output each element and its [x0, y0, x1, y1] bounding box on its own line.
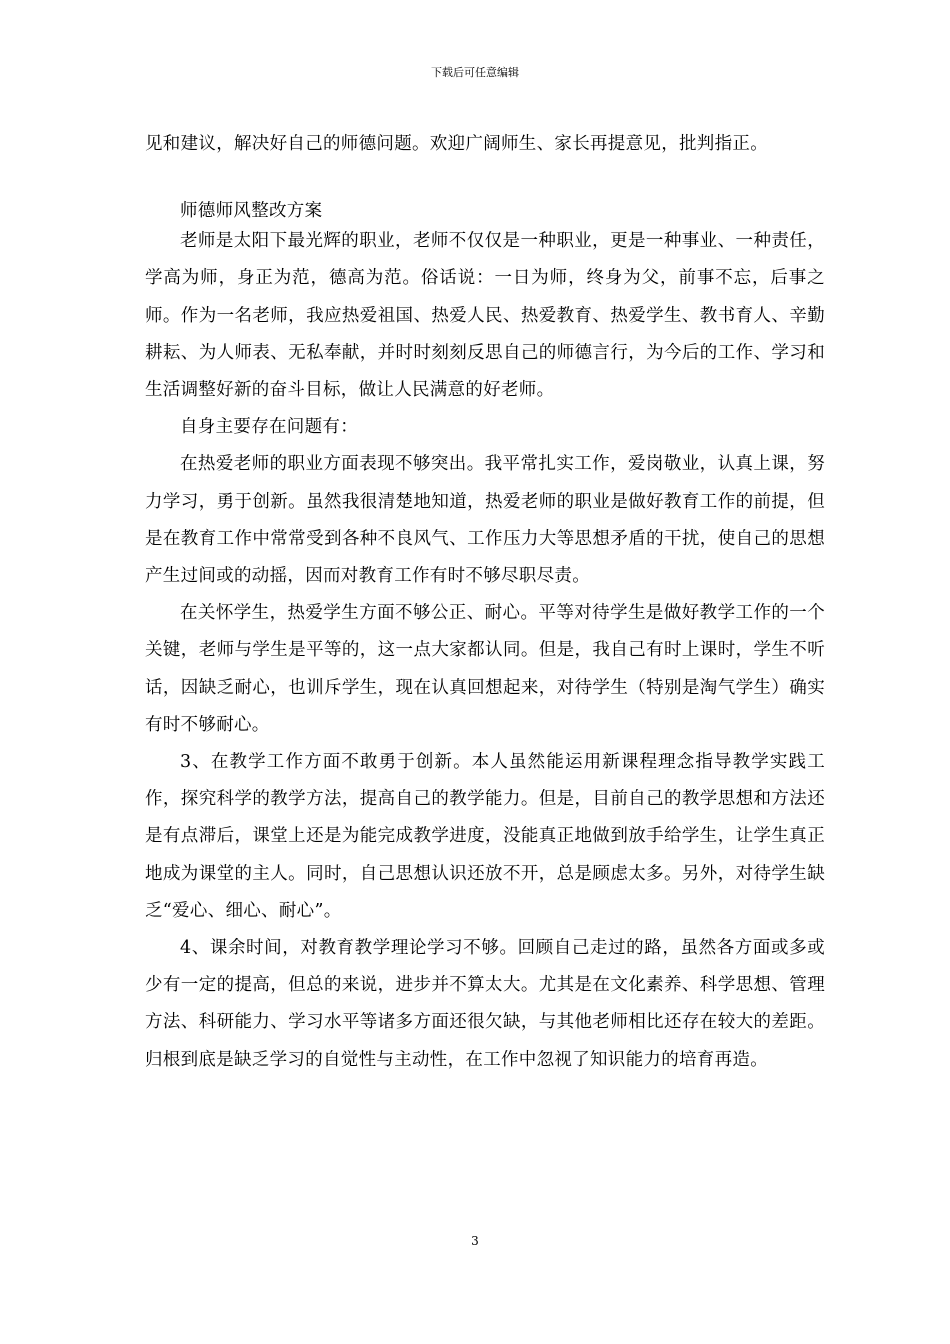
paragraph-intro: 老师是太阳下最光辉的职业，老师不仅仅是一种职业，更是一种事业、一种责任，学高为师，身正为范，德高为范。俗话说：一日为师，终身为父，前事不忘，后事之师。作为一名老师，我应热爱祖国、热爱人民、热爱教育、热爱学生、教书育人、辛勤耕耘、为人师表、无私奉献，并时时刻刻反思自己的师德言行，为今后的工作、学习和生活调整好新的奋斗目标，做让人民满意的好老师。 [145, 231, 825, 401]
paragraph-problem-1: 在热爱老师的职业方面表现不够突出。我平常扎实工作，爱岗敬业，认真上课，努力学习，勇于创新。虽然我很清楚地知道，热爱老师的职业是做好教育工作的前提，但是在教育工作中常常受到各种不良风气、工作压力大等思想矛盾的干扰，使自己的思想产生过间或的动摇，因而对教育工作有时不够尽职尽责。 [145, 454, 825, 587]
section-title: 师德师风整改方案 [180, 201, 323, 222]
document-body [145, 126, 825, 1079]
page-header: 下载后可任意编辑 [431, 66, 519, 79]
paragraph-problem-4: 4、课余时间，对教育教学理论学习不够。回顾自己走过的路，虽然各方面或多或少有一定的提高，但总的来说，进步并不算太大。尤其是在文化素养、科学思想、管理方法、科研能力、学习水平等诸多方面还很欠缺，与其他老师相比还存在较大的差距。归根到底是缺乏学习的自觉性与主动性，在工作中忽视了知识能力的培育再造。 [145, 938, 825, 1070]
paragraph-problem-2: 在关怀学生，热爱学生方面不够公正、耐心。平等对待学生是做好教学工作的一个关键，老师与学生是平等的，这一点大家都认同。但是，我自己有时上课时，学生不听话，因缺乏耐心，也训斥学生，现在认真回想起来，对待学生（特别是淘气学生）确实有时不够耐心。 [145, 603, 825, 735]
paragraph-problem-3: 3、在教学工作方面不敢勇于创新。本人虽然能运用新课程理念指导教学实践工作，探究科学的教学方法，提高自己的教学能力。但是，目前自己的教学思想和方法还是有点滞后，课堂上还是为能完成教学进度，没能真正地做到放手给学生，让学生真正地成为课堂的主人。同时，自己思想认识还放不开，总是顾虑太多。另外，对待学生缺乏“爱心、细心、耐心”。 [145, 752, 825, 921]
paragraph-problems-heading: 自身主要存在问题有： [180, 417, 358, 438]
paragraph-continuation: 见和建议，解决好自己的师德问题。欢迎广阔师生、家长再提意见，批判指正。 [145, 134, 768, 154]
page-number: 3 [471, 1234, 479, 1248]
